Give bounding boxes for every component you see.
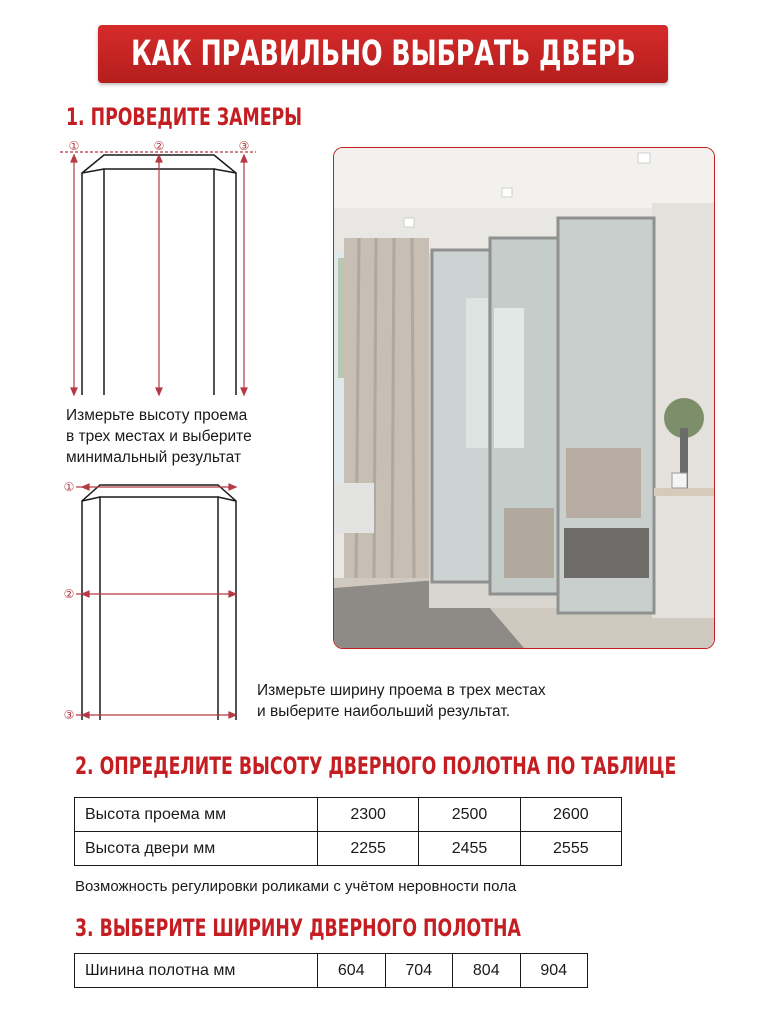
width-mark-3: ③ — [63, 708, 75, 722]
height-note: Измерьте высоту проема в трех местах и выберите минимальный результат — [66, 407, 252, 466]
step2-title: 2. ОПРЕДЕЛИТЕ ВЫСОТУ ДВЕРНОГО ПОЛОТНА ПО ТАБЛИЦЕ — [75, 752, 677, 780]
table-cell: 704 — [385, 954, 453, 988]
table-cell: 2500 — [419, 798, 520, 832]
door-frame-inner — [100, 497, 218, 720]
step1-title: 1. ПРОВЕДИТЕ ЗАМЕРЫ — [66, 103, 303, 131]
page-title: КАК ПРАВИЛЬНО ВЫБРАТЬ ДВЕРЬ — [130, 34, 636, 74]
height-measure-diagram — [60, 135, 270, 400]
width-mark-2: ② — [63, 587, 75, 601]
table-row — [75, 954, 588, 988]
wardrobe-illustration — [334, 148, 714, 648]
wardrobe-photo — [333, 147, 715, 649]
table-cell: 2255 — [318, 832, 419, 866]
door-frame-outer — [82, 485, 236, 720]
rollers-note: Возможность регулировки роликами с учётом неровности пола — [75, 878, 517, 895]
height-mark-2: ② — [153, 139, 165, 153]
table-cell: 2555 — [520, 832, 621, 866]
table-cell: 2300 — [318, 798, 419, 832]
step3-title: 3. ВЫБЕРИТЕ ШИРИНУ ДВЕРНОГО ПОЛОТНА — [75, 914, 521, 942]
table-cell: 904 — [520, 954, 588, 988]
table-row — [75, 832, 622, 866]
table-cell: 604 — [318, 954, 386, 988]
table-row — [75, 798, 622, 832]
width-note: Измерьте ширину проема в трех местах и выберите наибольший результат. — [257, 682, 546, 720]
height-table — [74, 797, 622, 866]
height-mark-1: ① — [68, 139, 80, 153]
width-table — [74, 953, 588, 988]
table-cell: 2455 — [419, 832, 520, 866]
row-label: Высота проема мм — [75, 798, 318, 832]
width-measure-diagram — [60, 475, 260, 725]
width-mark-1: ① — [63, 480, 75, 494]
title-banner — [98, 25, 668, 83]
table-cell: 804 — [453, 954, 521, 988]
row-label: Высота двери мм — [75, 832, 318, 866]
row-label: Шинина полотна мм — [75, 954, 318, 988]
table-cell: 2600 — [520, 798, 621, 832]
height-mark-3: ③ — [238, 139, 250, 153]
